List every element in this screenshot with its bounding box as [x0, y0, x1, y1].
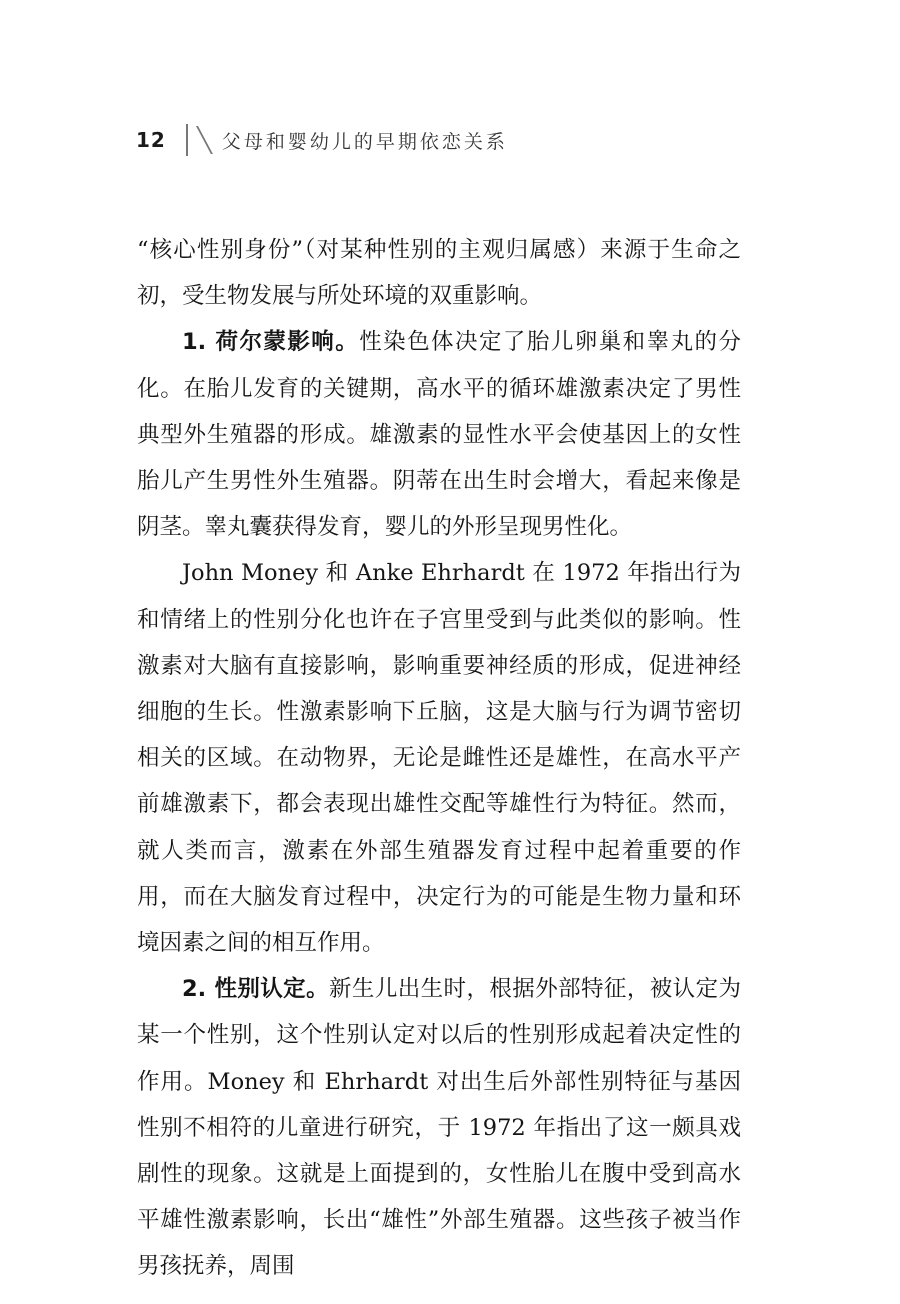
paragraph-text: 新生儿出生时，根据外部特征，被认定为某一个性别，这个性别认定对以后的性别形成起着决定性的作用。Money 和 Ehrhardt 对出生后外部性别特征与基因性别不相符的儿童进行研究，于 1972 年指出了这一颇具戏剧性的现象。这就是上面提到的，女性胎儿在腹中受到高水平雄性激素影响，长出“雄性”外部生殖器。这些孩子被当作男孩抚养，周围: [137, 976, 741, 1280]
body-text: [137, 227, 741, 1290]
section-heading-gender-assignment: 2. 性别认定。: [182, 976, 329, 1003]
header-divider: [182, 124, 208, 156]
paragraph-text: 性染色体决定了胎儿卵巢和睾丸的分化。在胎儿发育的关键期，高水平的循环雄激素决定了男性典型外生殖器的形成。雄激素的显性水平会使基因上的女性胎儿产生男性外生殖器。阴蒂在出生时会增大，看起来像是阴茎。睾丸囊获得发育，婴儿的外形呈现男性化。: [137, 329, 741, 541]
paragraph-text: “核心性别身份”（对某种性别的主观归属感）来源于生命之初，受生物发展与所处环境的双重影响。: [137, 237, 741, 310]
divider-bar: [186, 124, 188, 156]
paragraph-money-ehrhardt: [137, 550, 741, 966]
page-number: 12: [136, 128, 166, 152]
paragraph-gender-assignment: [137, 966, 741, 1289]
paragraph-text: John Money 和 Anke Ehrhardt 在 1972 年指出行为和情绪上的性别分化也许在子宫里受到与此类似的影响。性激素对大脑有直接影响，影响重要神经质的形成，促进神经细胞的生长。性激素影响下丘脑，这是大脑与行为调节密切相关的区域。在动物界，无论是雌性还是雄性，在高水平产前雄激素下，都会表现出雄性交配等雄性行为特征。然而，就人类而言，激素在外部生殖器发育过程中起着重要的作用，而在大脑发育过程中，决定行为的可能是生物力量和环境因素之间的相互作用。: [137, 560, 741, 957]
divider-slash: [196, 126, 213, 154]
book-title: 父母和婴幼儿的早期依恋关系: [221, 130, 508, 153]
paragraph-hormonal-influence: [137, 319, 741, 550]
running-header: [136, 124, 508, 156]
section-heading-hormonal-influence: 1. 荷尔蒙影响。: [182, 329, 360, 356]
paragraph-core-gender-identity: [137, 227, 741, 319]
